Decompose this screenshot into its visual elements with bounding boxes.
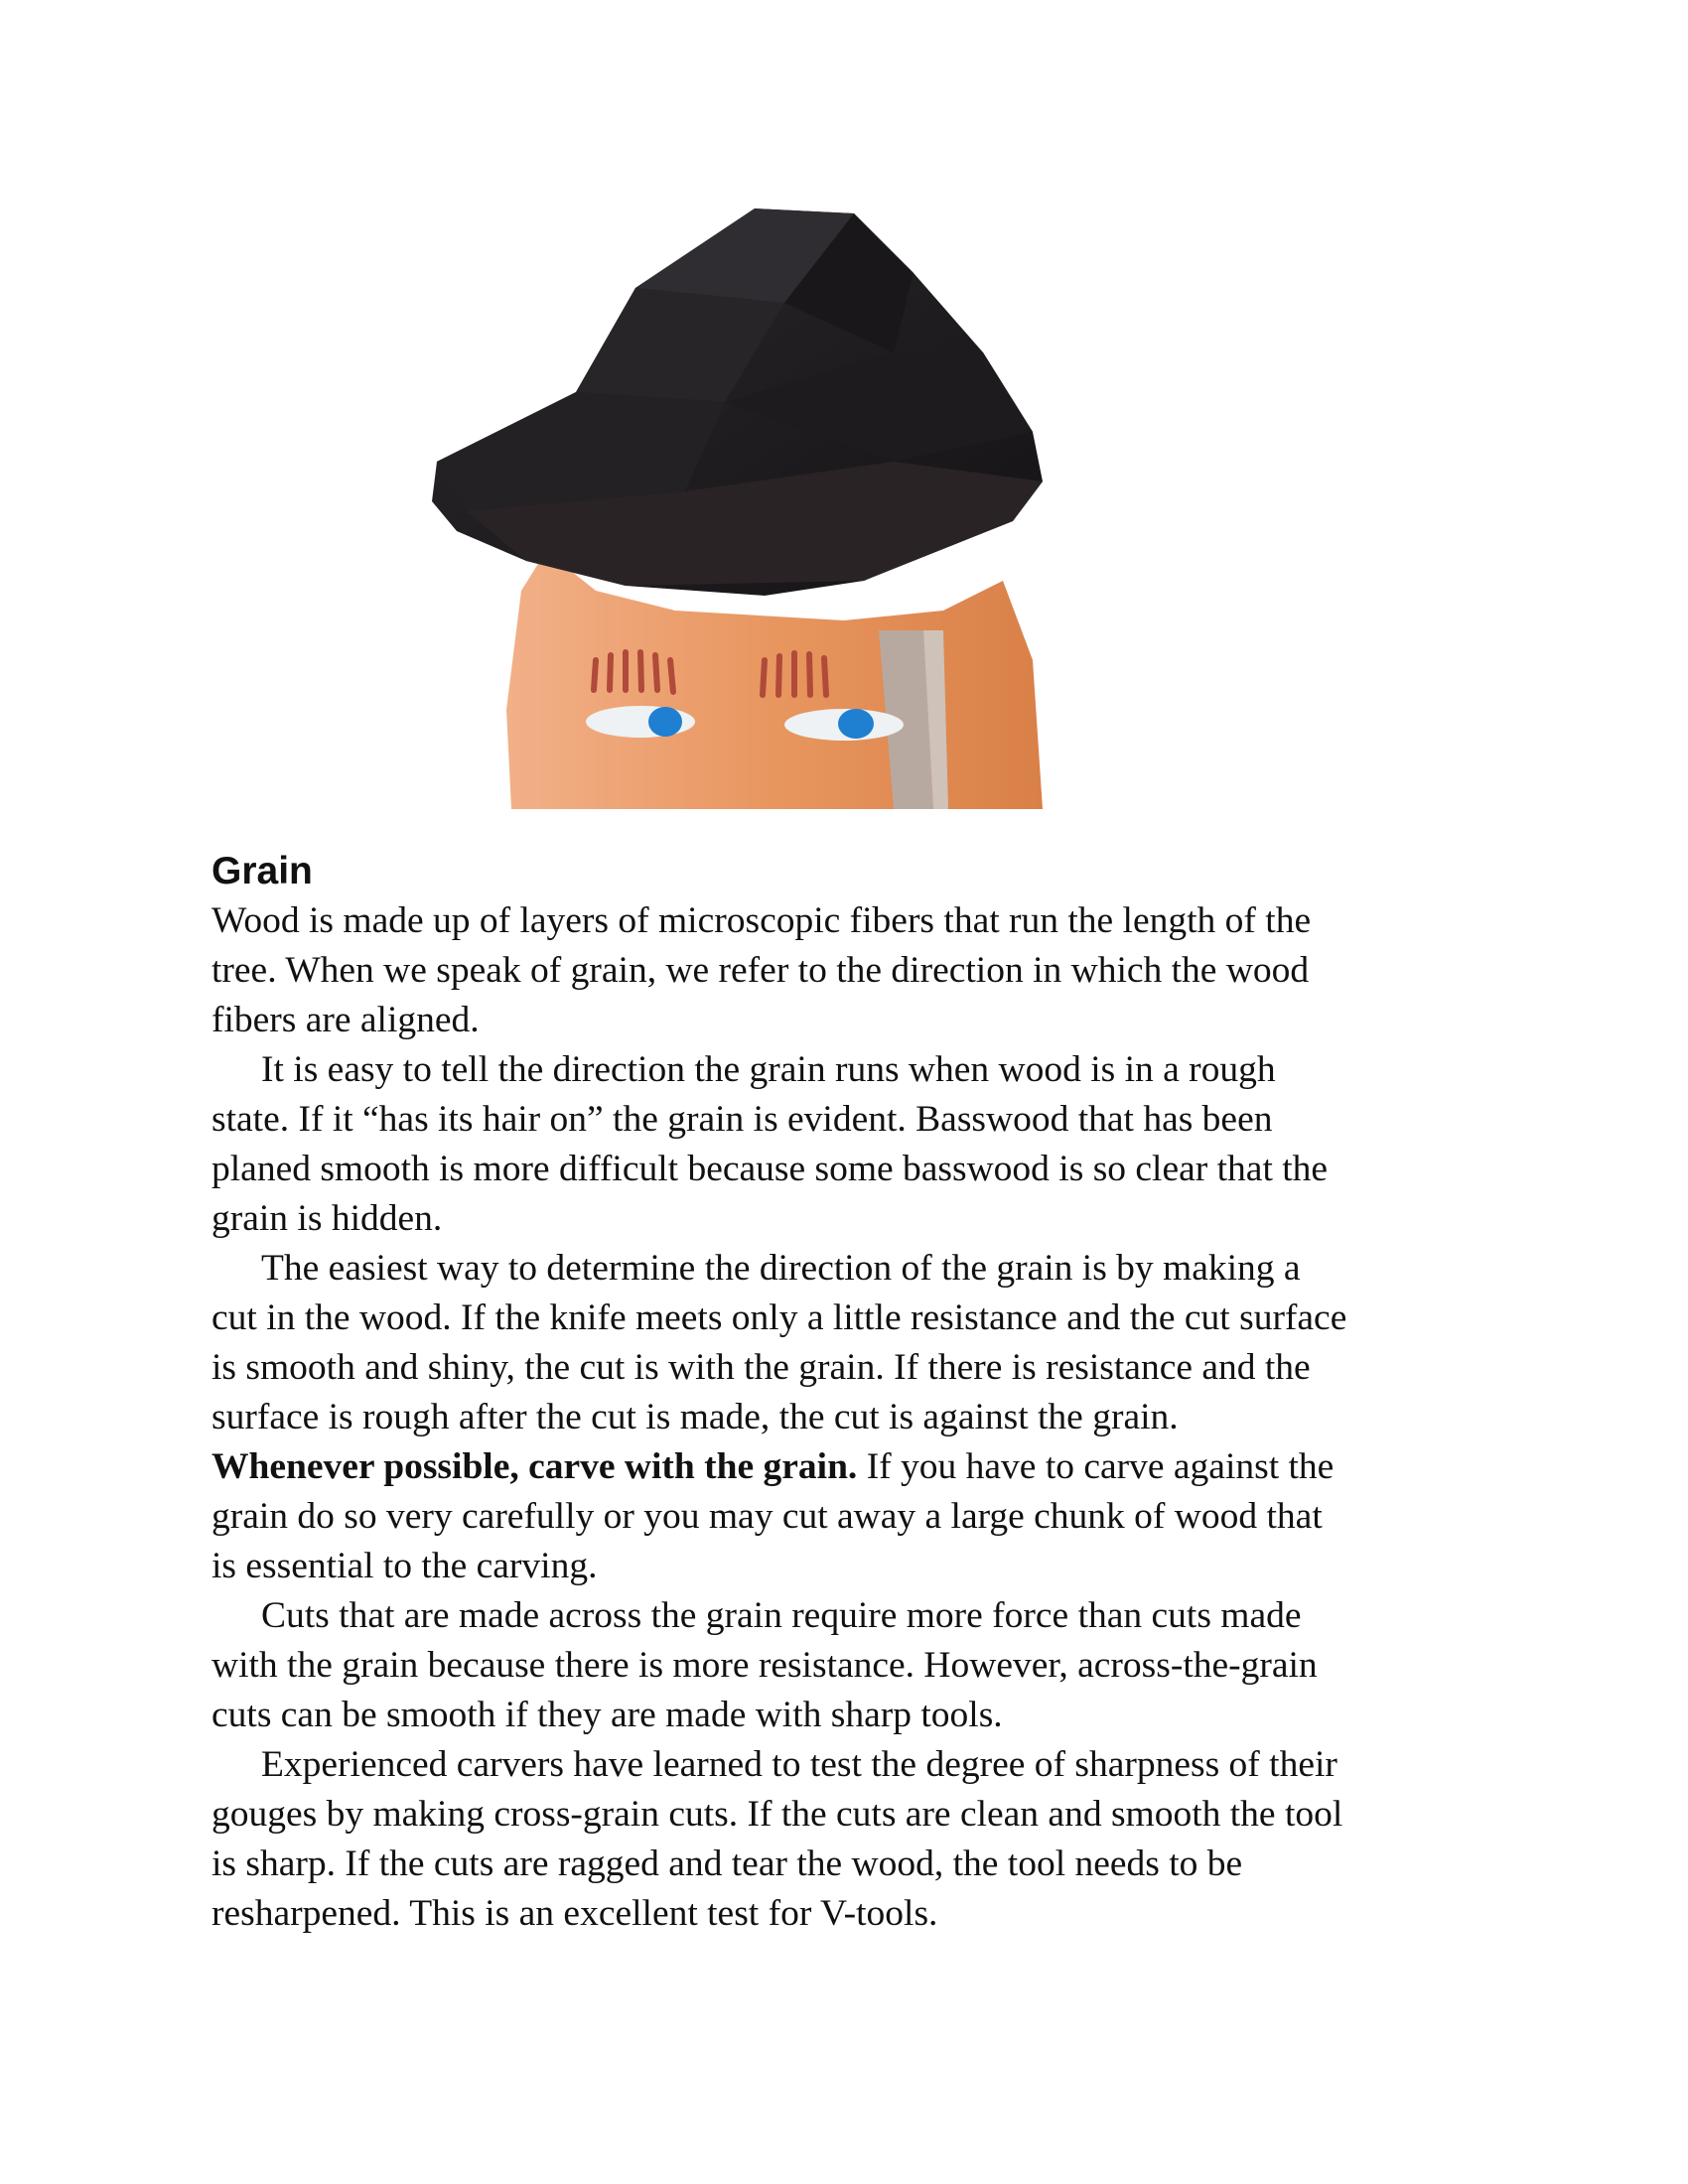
paragraph-4 [211, 1591, 1502, 1740]
text-line: planed smooth is more difficult because some basswood is so clear that the [211, 1149, 1329, 1189]
text-line: It is easy to tell the direction the grain runs when wood is in a rough [261, 1049, 1276, 1090]
text-line: cuts can be smooth if they are made with sharp tools. [211, 1695, 1003, 1735]
text-line [211, 1442, 1502, 1492]
text-line: grain is hidden. [211, 1198, 443, 1239]
text-line: tree. When we speak of grain, we refer to the direction in which the wood [211, 950, 1310, 991]
text-line: resharpened. This is an excellent test for V-tools. [211, 1893, 938, 1934]
paragraph-5 [211, 1740, 1502, 1939]
text-line: Experienced carvers have learned to test the degree of sharpness of their [261, 1744, 1337, 1785]
paragraph-3 [211, 1244, 1502, 1591]
carving-photo [427, 194, 1251, 809]
text-line: fibers are aligned. [211, 1000, 480, 1040]
section-heading: Grain [211, 850, 313, 892]
text-line: state. If it “has its hair on” the grain is evident. Basswood that has been [211, 1099, 1273, 1140]
text-run: If you have to carve against the [857, 1446, 1335, 1487]
text-line: The easiest way to determine the direction of the grain is by making a [261, 1248, 1301, 1289]
text-line: Cuts that are made across the grain require more force than cuts made [261, 1595, 1302, 1636]
paragraph-1 [211, 896, 1502, 1045]
text-line: surface is rough after the cut is made, the cut is against the grain. [211, 1397, 1179, 1437]
text-line: grain do so very carefully or you may cut away a large chunk of wood that [211, 1496, 1323, 1537]
text-line: is smooth and shiny, the cut is with the grain. If there is resistance and the [211, 1347, 1311, 1388]
paragraph-2 [211, 1045, 1502, 1244]
carved-figure-head-illustration [427, 194, 1251, 809]
text-line: cut in the wood. If the knife meets only a little resistance and the cut surface [211, 1297, 1347, 1338]
text-line: with the grain because there is more resistance. However, across-the-grain [211, 1645, 1318, 1686]
text-line: is essential to the carving. [211, 1546, 598, 1586]
text-line: is sharp. If the cuts are ragged and tear the wood, the tool needs to be [211, 1843, 1243, 1884]
text-line: gouges by making cross-grain cuts. If the cuts are clean and smooth the tool [211, 1794, 1343, 1835]
text-line: Wood is made up of layers of microscopic fibers that run the length of the [211, 900, 1312, 941]
article [211, 847, 1502, 1939]
bold-emphasis: Whenever possible, carve with the grain. [211, 1446, 858, 1487]
